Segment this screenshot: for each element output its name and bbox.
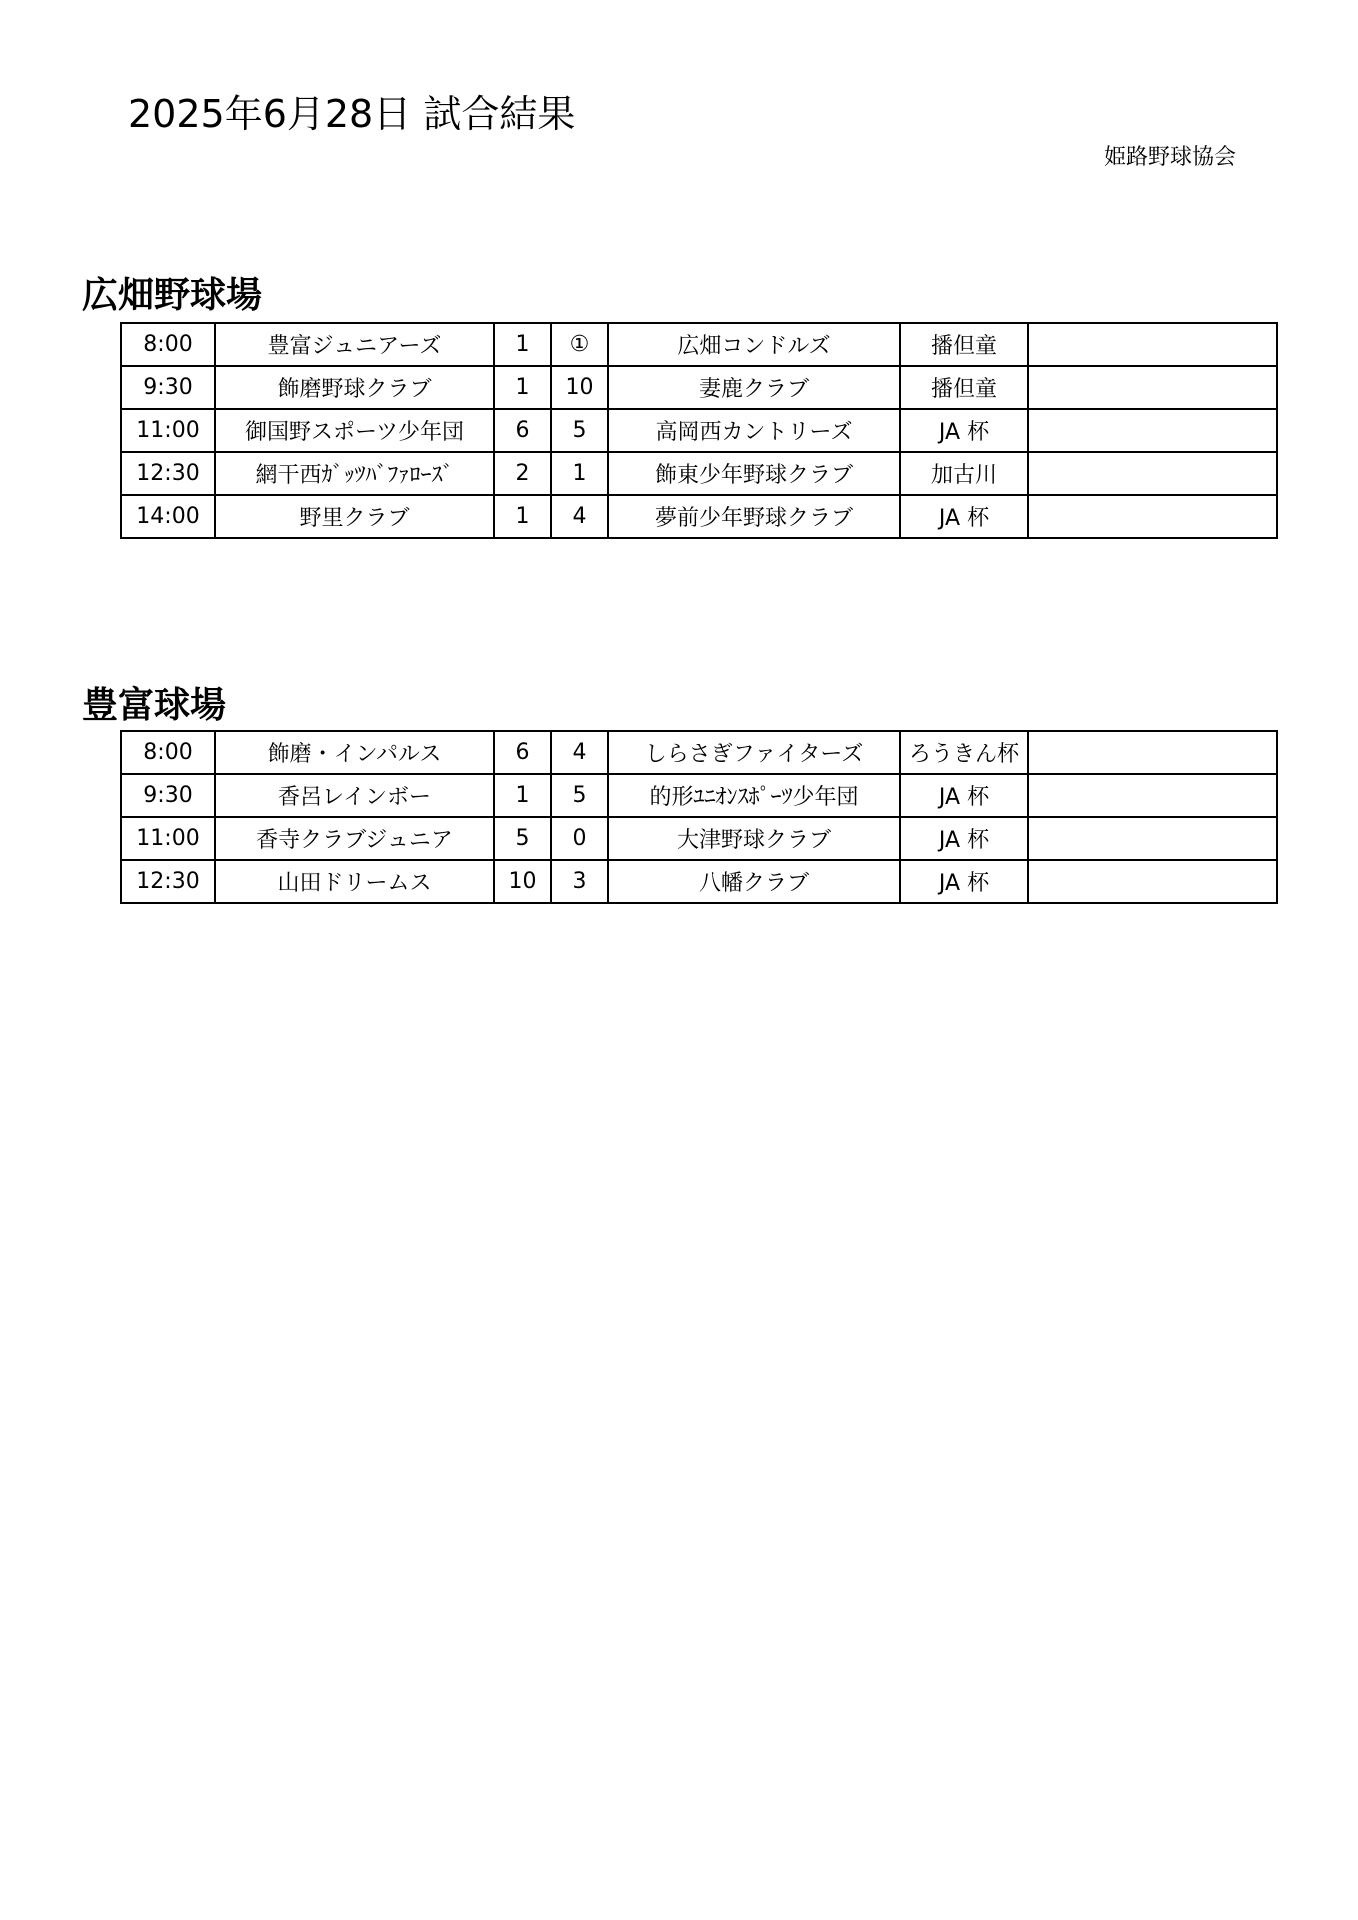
away-team: しらさぎファイターズ — [608, 731, 900, 774]
away-team: 妻鹿クラブ — [608, 366, 900, 409]
home-team: 香呂レインボー — [215, 774, 494, 817]
home-score: 1 — [494, 774, 551, 817]
cup-name: ろうきん杯 — [900, 731, 1028, 774]
away-score: 10 — [551, 366, 608, 409]
away-team: 的形ﾕﾆｵﾝｽﾎﾟｰﾂ少年団 — [608, 774, 900, 817]
away-team: 大津野球クラブ — [608, 817, 900, 860]
home-score: 5 — [494, 817, 551, 860]
note-cell — [1028, 774, 1277, 817]
home-score: 6 — [494, 409, 551, 452]
away-score: 5 — [551, 409, 608, 452]
away-score: 5 — [551, 774, 608, 817]
home-score: 1 — [494, 323, 551, 366]
table-row — [121, 452, 1277, 495]
home-score: 2 — [494, 452, 551, 495]
table-row — [121, 860, 1277, 903]
game-time: 11:00 — [121, 409, 215, 452]
away-team: 高岡西カントリーズ — [608, 409, 900, 452]
cup-name: JA 杯 — [900, 495, 1028, 538]
note-cell — [1028, 323, 1277, 366]
table-row — [121, 323, 1277, 366]
away-score: 4 — [551, 495, 608, 538]
game-time: 12:30 — [121, 452, 215, 495]
note-cell — [1028, 860, 1277, 903]
home-team: 網干西ｶﾞｯﾂﾊﾞﾌｧﾛｰｽﾞ — [215, 452, 494, 495]
table-row — [121, 774, 1277, 817]
note-cell — [1028, 452, 1277, 495]
away-score: 1 — [551, 452, 608, 495]
table-row — [121, 409, 1277, 452]
home-team: 飾磨・インパルス — [215, 731, 494, 774]
home-team: 野里クラブ — [215, 495, 494, 538]
results-table-hirohata — [120, 322, 1278, 539]
away-score: 3 — [551, 860, 608, 903]
home-score: 1 — [494, 366, 551, 409]
away-team: 夢前少年野球クラブ — [608, 495, 900, 538]
note-cell — [1028, 409, 1277, 452]
venue-title-toyotomi: 豊富球場 — [82, 685, 227, 726]
game-time: 14:00 — [121, 495, 215, 538]
cup-name: JA 杯 — [900, 409, 1028, 452]
table-row — [121, 366, 1277, 409]
table-row — [121, 495, 1277, 538]
home-team: 御国野スポーツ少年団 — [215, 409, 494, 452]
note-cell — [1028, 817, 1277, 860]
cup-name: 播但童 — [900, 366, 1028, 409]
cup-name: JA 杯 — [900, 774, 1028, 817]
note-cell — [1028, 495, 1277, 538]
game-time: 8:00 — [121, 323, 215, 366]
away-team: 八幡クラブ — [608, 860, 900, 903]
note-cell — [1028, 731, 1277, 774]
away-score: 0 — [551, 817, 608, 860]
game-time: 9:30 — [121, 366, 215, 409]
game-time: 11:00 — [121, 817, 215, 860]
away-score: ① — [551, 323, 608, 366]
home-team: 山田ドリームス — [215, 860, 494, 903]
venue-title-hirohata: 広畑野球場 — [82, 275, 263, 316]
away-score: 4 — [551, 731, 608, 774]
away-team: 飾東少年野球クラブ — [608, 452, 900, 495]
table-row — [121, 731, 1277, 774]
home-score: 1 — [494, 495, 551, 538]
cup-name: 播但童 — [900, 323, 1028, 366]
note-cell — [1028, 366, 1277, 409]
organization-name: 姫路野球協会 — [1103, 145, 1236, 170]
game-time: 8:00 — [121, 731, 215, 774]
away-team: 広畑コンドルズ — [608, 323, 900, 366]
cup-name: 加古川 — [900, 452, 1028, 495]
home-team: 飾磨野球クラブ — [215, 366, 494, 409]
home-team: 豊富ジュニアーズ — [215, 323, 494, 366]
home-score: 10 — [494, 860, 551, 903]
page-title: 2025年6月28日 試合結果 — [128, 92, 576, 136]
game-time: 9:30 — [121, 774, 215, 817]
table-row — [121, 817, 1277, 860]
cup-name: JA 杯 — [900, 817, 1028, 860]
cup-name: JA 杯 — [900, 860, 1028, 903]
results-table-toyotomi — [120, 730, 1278, 904]
home-team: 香寺クラブジュニア — [215, 817, 494, 860]
home-score: 6 — [494, 731, 551, 774]
game-time: 12:30 — [121, 860, 215, 903]
